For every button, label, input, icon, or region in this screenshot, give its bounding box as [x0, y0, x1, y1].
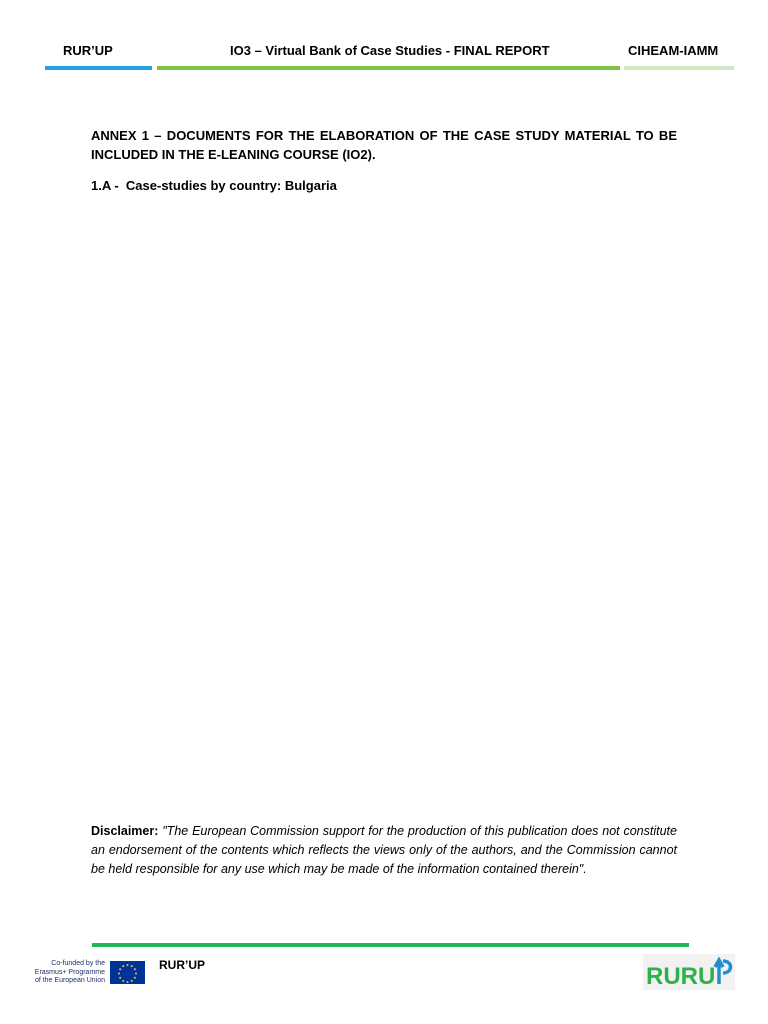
disclaimer [91, 822, 677, 879]
disclaimer-text: "The European Commission support for the production of this publication does not constitute an endorsement of the contents which reflects the views only of the authors, and the Commission cannot be held responsible for any use which may be made of the information contained therein". [91, 824, 677, 876]
section-title: 1.A - Case-studies by country: Bulgaria [91, 178, 337, 193]
disclaimer-label: Disclaimer: [91, 824, 159, 838]
annex-title: ANNEX 1 – DOCUMENTS FOR THE ELABORATION OF THE CASE STUDY MATERIAL TO BE INCLUDED IN THE E-LEANING COURSE (IO2). [91, 128, 677, 162]
header-project-name: RUR’UP [63, 43, 113, 58]
eu-line-2: Erasmus+ Programme [34, 968, 105, 976]
footer-bar [92, 943, 689, 947]
footer-project-name: RUR’UP [159, 958, 206, 972]
eu-cofunded-text [27, 960, 105, 986]
svg-text:RURU: RURU [646, 963, 716, 990]
eu-flag-icon [110, 961, 145, 984]
header-organization: CIHEAM-IAMM [628, 43, 719, 58]
header-bar-green [157, 66, 620, 70]
header-bar-blue [45, 66, 152, 70]
header-bar-light-green [624, 66, 734, 70]
header-document-title: IO3 – Virtual Bank of Case Studies - FINAL REPORT [230, 43, 550, 58]
rurup-logo [643, 954, 735, 990]
eu-line-3: of the European Union [34, 977, 105, 984]
eu-line-1: Co-funded by the [51, 960, 105, 967]
